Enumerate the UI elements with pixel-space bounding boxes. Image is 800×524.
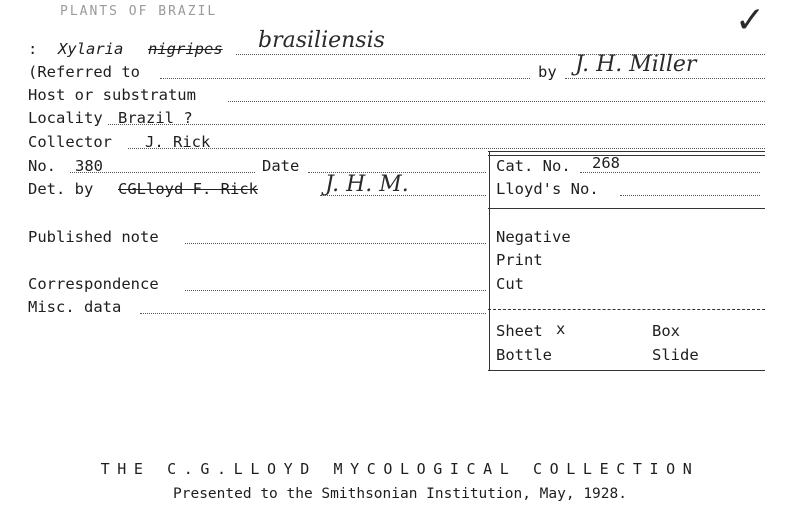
correspondence-label: Correspondence bbox=[28, 275, 159, 293]
collector-dotted-line bbox=[128, 148, 765, 149]
locality-value: Brazil ? bbox=[118, 109, 193, 127]
faint-header: PLANTS OF BRAZIL bbox=[60, 4, 218, 19]
number-label: No. bbox=[28, 157, 56, 175]
referred-by-label: by bbox=[538, 63, 557, 81]
box-label: Box bbox=[652, 322, 680, 340]
detby-struck: CGLloyd F. Rick bbox=[118, 180, 258, 198]
number-value: 380 bbox=[75, 157, 103, 175]
negative-label: Negative bbox=[496, 228, 571, 246]
species-prefix: : bbox=[28, 40, 38, 58]
box-bottom-rule bbox=[488, 370, 765, 371]
box-top-rule-2 bbox=[488, 155, 765, 156]
published-label: Published note bbox=[28, 228, 159, 246]
locality-dotted-line bbox=[108, 124, 765, 125]
published-dotted-line bbox=[185, 243, 486, 244]
referred-by-handwritten: J. H. Miller bbox=[575, 52, 697, 77]
host-label: Host or substratum bbox=[28, 86, 196, 104]
correspondence-dotted-line bbox=[185, 290, 486, 291]
locality-label: Locality bbox=[28, 109, 103, 127]
number-dotted-line bbox=[70, 172, 255, 173]
collector-value: J. Rick bbox=[145, 133, 211, 151]
detby-label: Det. by bbox=[28, 180, 94, 198]
misc-label: Misc. data bbox=[28, 298, 122, 316]
cat-label: Cat. No. bbox=[496, 157, 571, 175]
cut-label: Cut bbox=[496, 275, 524, 293]
species-epithet-struck: nigripes bbox=[148, 40, 223, 58]
slide-label: Slide bbox=[652, 346, 699, 364]
collector-label: Collector bbox=[28, 133, 112, 151]
species-genus: Xylaria bbox=[58, 40, 124, 58]
species-handwritten: brasiliensis bbox=[258, 28, 385, 53]
detby-handwritten: J. H. M. bbox=[325, 172, 409, 197]
referred-label: (Referred to bbox=[28, 63, 140, 81]
lloyd-dotted-line bbox=[620, 195, 760, 196]
print-label: Print bbox=[496, 251, 543, 269]
box-mid-rule bbox=[488, 208, 765, 209]
box-dashed-rule bbox=[488, 309, 765, 310]
box-left-rule bbox=[489, 151, 490, 371]
box-top-rule bbox=[488, 151, 765, 152]
sheet-label: Sheet bbox=[496, 322, 543, 340]
presented-line: Presented to the Smithsonian Institution, May, 1928. bbox=[173, 486, 627, 502]
check-mark-icon: ✓ bbox=[735, 0, 766, 41]
bottle-label: Bottle bbox=[496, 346, 552, 364]
date-label: Date bbox=[262, 157, 300, 175]
cat-value: 268 bbox=[592, 154, 620, 172]
collection-title: THE C.G.LLOYD MYCOLOGICAL COLLECTION bbox=[100, 460, 700, 478]
host-dotted-line bbox=[228, 101, 765, 102]
cat-dotted-line bbox=[580, 172, 760, 173]
referred-by-dotted-line bbox=[565, 78, 765, 79]
referred-dotted-line bbox=[160, 78, 530, 79]
misc-dotted-line bbox=[140, 313, 486, 314]
lloyd-label: Lloyd's No. bbox=[496, 180, 599, 198]
detby-dotted-line bbox=[320, 195, 486, 196]
sheet-mark: x bbox=[556, 320, 566, 338]
